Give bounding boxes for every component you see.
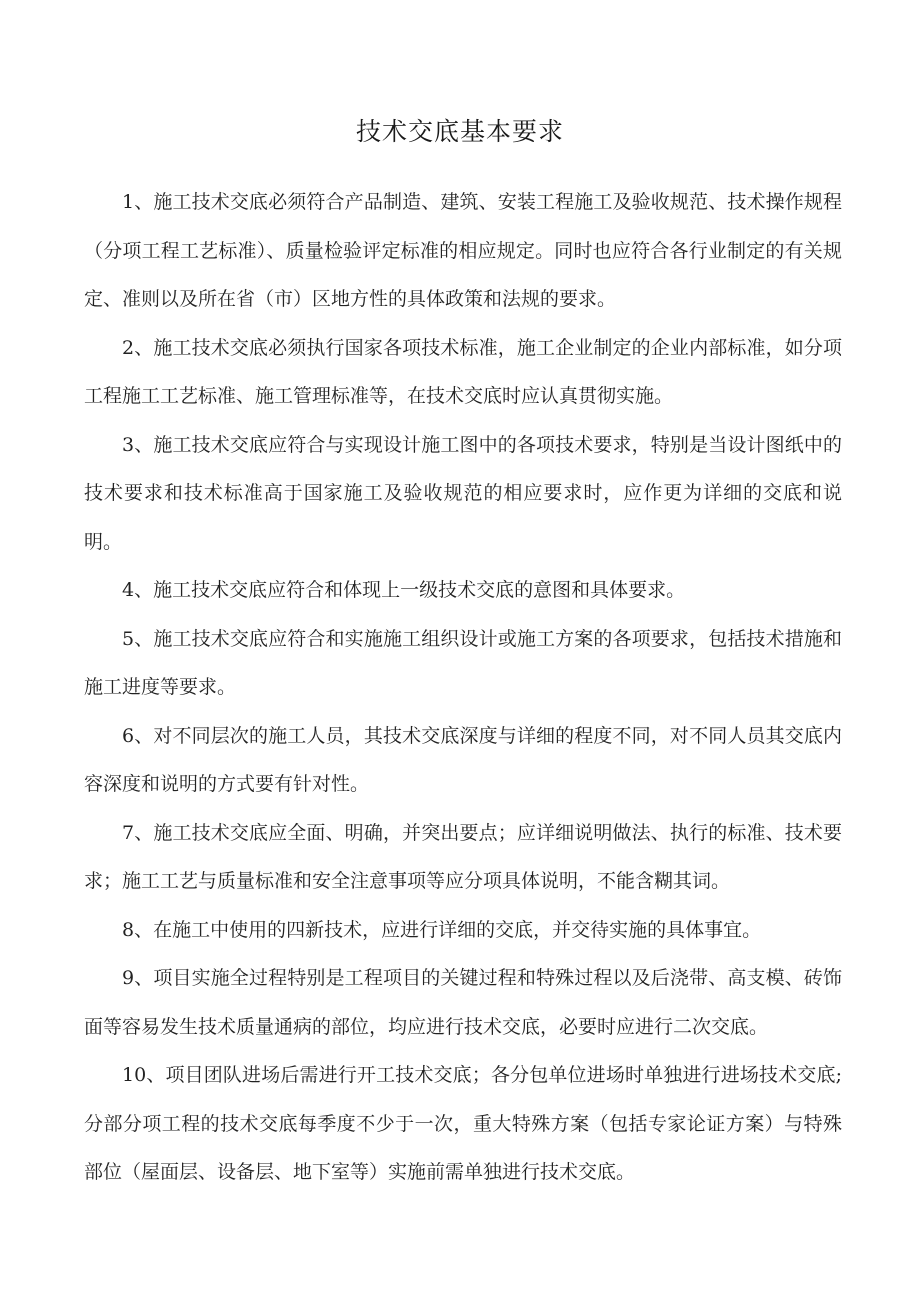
requirement-paragraph-7: 7、施工技术交底应全面、明确，并突出要点；应详细说明做法、执行的标准、技术要求；施工工艺与质量标准和安全注意事项等应分项具体说明，不能含糊其词。: [84, 821, 842, 892]
requirement-paragraph-10: 10、项目团队进场后需进行开工技术交底；各分包单位进场时单独进行进场技术交底; 分部分项工程的技术交底每季度不少于一次，重大特殊方案（包括专家论证方案）与特殊部位（屋面层、设备层、地下室等）实施前需单独进行技术交底。: [84, 1064, 842, 1183]
requirement-paragraph-2: 2、施工技术交底必须执行国家各项技术标准，施工企业制定的企业内部标准，如分项工程施工工艺标准、施工管理标准等，在技术交底时应认真贯彻实施。: [84, 336, 842, 407]
document-title: 技术交底基本要求: [355, 117, 564, 146]
requirement-paragraph-3: 3、施工技术交底应符合与实现设计施工图中的各项技术要求，特别是当设计图纸中的技术要求和技术标准高于国家施工及验收规范的相应要求时，应作更为详细的交底和说明。: [84, 433, 842, 553]
requirement-paragraph-6: 6、对不同层次的施工人员，其技术交底深度与详细的程度不同，对不同人员其交底内容深度和说明的方式要有针对性。: [84, 724, 842, 795]
requirement-paragraph-9: 9、项目实施全过程特别是工程项目的关键过程和特殊过程以及后浇带、高支模、砖饰面等容易发生技术质量通病的部位，均应进行技术交底，必要时应进行二次交底。: [84, 967, 842, 1038]
requirement-paragraph-4: 4、施工技术交底应符合和体现上一级技术交底的意图和具体要求。: [122, 579, 686, 601]
requirement-paragraph-8: 8、在施工中使用的四新技术，应进行详细的交底，并交待实施的具体事宜。: [122, 918, 762, 941]
requirement-paragraph-1: 1、施工技术交底必须符合产品制造、建筑、安装工程施工及验收规范、技术操作规程（分项工程工艺标准）、质量检验评定标准的相应规定。同时也应符合各行业制定的有关规定、准则以及所在省（市）区地方性的具体政策和法规的要求。: [84, 191, 842, 310]
requirement-paragraph-5: 5、施工技术交底应符合和实施施工组织设计或施工方案的各项要求，包括技术措施和施工进度等要求。: [84, 627, 842, 698]
document-body: [84, 178, 842, 1197]
